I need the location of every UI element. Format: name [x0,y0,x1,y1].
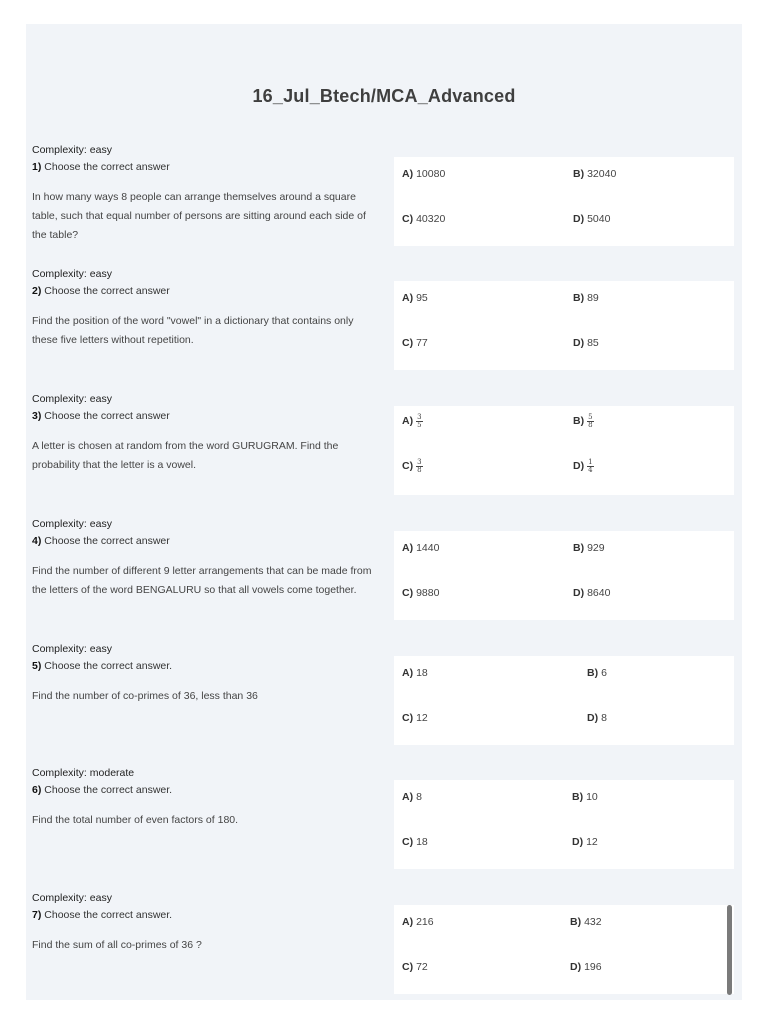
question-instruction [32,283,372,300]
page-title: 16_Jul_Btech/MCA_Advanced [252,86,516,106]
option-label: B) [570,916,582,928]
option-a[interactable] [402,915,434,929]
option-d[interactable] [573,586,610,600]
options-box [394,780,734,869]
instruction-text: Choose the correct answer [44,285,170,297]
options-box [394,157,734,246]
question-number: 4) [32,535,42,547]
option-label: B) [573,415,585,428]
option-value: 10080 [416,168,446,180]
complexity-label: Complexity: easy [32,144,112,156]
option-label: D) [573,213,585,225]
option-c[interactable] [402,459,423,474]
option-label: A) [402,667,414,679]
options-box [394,656,734,745]
option-label: A) [402,542,414,554]
question-block [26,266,742,376]
option-label: D) [570,961,582,973]
option-c[interactable] [402,835,428,849]
question-instruction [32,533,372,550]
option-label: C) [402,712,414,724]
option-value: 18 [416,836,428,848]
options-box [394,406,734,495]
option-a[interactable] [402,291,428,305]
question-text: Find the position of the word "vowel" in a dictionary that contains only these five letters without repetition. [32,315,354,346]
question-stem [32,142,372,245]
vertical-scrollbar-thumb[interactable] [727,905,732,995]
option-c[interactable] [402,586,439,600]
complexity-label: Complexity: easy [32,393,112,405]
fraction-denominator: 8 [588,421,593,429]
option-value: 89 [587,292,599,304]
option-value: 6 [601,667,607,679]
option-a[interactable] [402,541,439,555]
option-value: 5040 [587,213,611,225]
option-c[interactable] [402,336,428,350]
instruction-text: Choose the correct answer. [44,909,173,921]
complexity-label: Complexity: easy [32,892,112,904]
option-value: 95 [416,292,428,304]
option-label: C) [402,337,414,349]
question-instruction [32,408,372,425]
fraction-denominator: 4 [588,466,593,474]
question-stem [32,765,372,830]
option-d[interactable] [572,835,598,849]
option-value: 9880 [416,587,440,599]
option-value: 8 [601,712,607,724]
question-text: In how many ways 8 people can arrange themselves around a square table, such that equal number of persons are sitting around each side of the table? [32,191,366,241]
fraction-numerator: 1 [588,458,593,466]
option-label: B) [573,292,585,304]
option-value: 32040 [587,168,617,180]
instruction-text: Choose the correct answer [44,410,170,422]
option-b[interactable] [570,915,602,929]
question-stem [32,516,372,600]
question-block [26,765,742,875]
question-number: 7) [32,909,42,921]
question-paper-panel [26,24,742,1000]
question-stem [32,890,372,955]
question-number: 6) [32,784,42,796]
question-block [26,641,742,751]
complexity-label: Complexity: easy [32,643,112,655]
options-box [394,281,734,370]
fraction-denominator: 5 [417,421,422,429]
option-value: 77 [416,337,428,349]
option-value: 432 [584,916,602,928]
option-label: C) [402,961,414,973]
question-instruction [32,907,372,924]
fraction-value [416,459,422,474]
option-label: B) [573,168,585,180]
question-stem [32,641,372,706]
instruction-text: Choose the correct answer [44,535,170,547]
option-value: 929 [587,542,605,554]
option-value: 72 [416,961,428,973]
instruction-text: Choose the correct answer [44,161,170,173]
complexity-label: Complexity: easy [32,268,112,280]
option-a[interactable] [402,167,445,181]
option-b[interactable] [573,414,594,429]
option-label: A) [402,916,414,928]
option-value: 8640 [587,587,611,599]
option-c[interactable] [402,711,428,725]
option-a[interactable] [402,790,422,804]
fraction-value [587,459,593,474]
option-label: D) [587,712,599,724]
option-b[interactable] [573,167,616,181]
option-d[interactable] [573,336,599,350]
instruction-text: Choose the correct answer. [44,784,173,796]
question-stem [32,266,372,350]
question-number: 2) [32,285,42,297]
question-instruction [32,658,372,675]
fraction-value [416,414,422,429]
instruction-text: Choose the correct answer. [44,660,173,672]
option-a[interactable] [402,414,423,429]
fraction-numerator: 5 [588,413,593,421]
question-instruction [32,782,372,799]
option-label: A) [402,292,414,304]
option-b[interactable] [587,666,607,680]
option-value: 8 [416,791,422,803]
option-label: C) [402,460,414,473]
option-b[interactable] [572,790,598,804]
options-box [394,905,734,994]
option-value: 18 [416,667,428,679]
option-label: B) [587,667,599,679]
question-block [26,142,742,252]
option-d[interactable] [587,711,607,725]
option-value: 85 [587,337,599,349]
option-label: A) [402,415,414,428]
fraction-value [587,414,593,429]
option-d[interactable] [573,212,610,226]
options-box [394,531,734,620]
option-label: C) [402,836,414,848]
option-d[interactable] [570,960,602,974]
question-text: Find the total number of even factors of 180. [32,814,239,826]
option-label: D) [573,337,585,349]
fraction-denominator: 8 [417,466,422,474]
option-label: D) [573,587,585,599]
question-instruction [32,159,372,176]
option-label: B) [572,791,584,803]
option-label: A) [402,791,414,803]
question-number: 1) [32,161,42,173]
option-label: C) [402,587,414,599]
option-label: D) [573,460,585,473]
complexity-label: Complexity: easy [32,518,112,530]
option-d[interactable] [573,459,594,474]
question-block [26,890,742,1000]
option-c[interactable] [402,212,445,226]
option-label: B) [573,542,585,554]
question-text: Find the number of co-primes of 36, less than 36 [32,690,258,702]
question-number: 3) [32,410,42,422]
option-label: A) [402,168,414,180]
option-value: 196 [584,961,602,973]
fraction-numerator: 3 [417,458,422,466]
option-a[interactable] [402,666,428,680]
option-value: 10 [586,791,598,803]
complexity-label: Complexity: moderate [32,767,135,779]
question-stem [32,391,372,475]
question-block [26,516,742,626]
question-number: 5) [32,660,42,672]
option-value: 40320 [416,213,446,225]
question-text: A letter is chosen at random from the word GURUGRAM. Find the probability that the letter is a vowel. [32,440,339,471]
option-label: D) [572,836,584,848]
option-value: 1440 [416,542,440,554]
option-b[interactable] [573,291,599,305]
option-value: 12 [586,836,598,848]
question-block [26,391,742,501]
fraction-numerator: 3 [417,413,422,421]
option-value: 216 [416,916,434,928]
option-b[interactable] [573,541,605,555]
question-text: Find the sum of all co-primes of 36 ? [32,939,202,951]
question-text: Find the number of different 9 letter arrangements that can be made from the letters of the word BENGALURU so that all vowels come together. [32,565,372,596]
option-label: C) [402,213,414,225]
option-c[interactable] [402,960,428,974]
option-value: 12 [416,712,428,724]
